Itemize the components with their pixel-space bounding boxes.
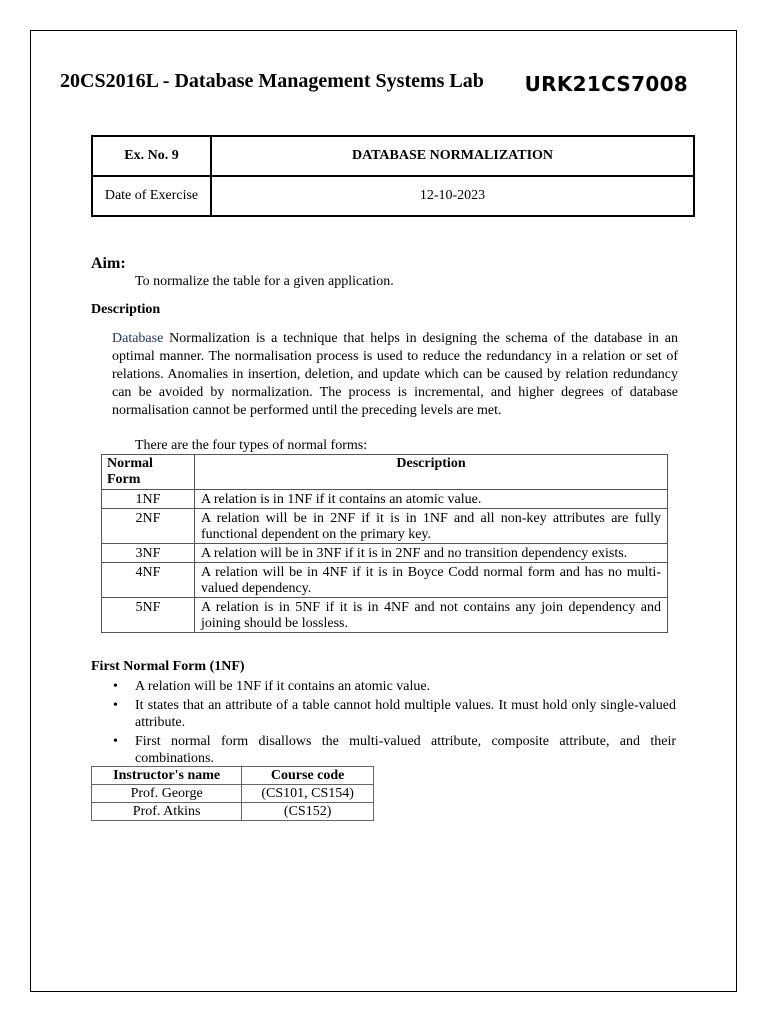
first-normal-form-heading: First Normal Form (1NF) — [91, 659, 245, 674]
list-item — [91, 678, 676, 695]
table-row — [102, 490, 668, 509]
normal-forms-intro: There are the four types of normal forms: — [135, 438, 368, 453]
exercise-number: Ex. No. 9 — [92, 136, 211, 176]
table-header-row — [92, 767, 374, 785]
aim-heading: Aim: — [91, 255, 126, 272]
description-cell: A relation will be in 2NF if it is in 1NF and all non-key attributes are fully functional dependent on the primary key. — [195, 509, 668, 544]
table-row — [92, 176, 694, 216]
exercise-info-table — [91, 135, 695, 217]
database-link[interactable]: Database — [112, 331, 164, 346]
bullet-icon: • — [113, 698, 118, 713]
normal-form-cell: 4NF — [102, 563, 195, 598]
aim-text: To normalize the table for a given application. — [135, 274, 394, 289]
instructor-cell: Prof. George — [92, 785, 242, 803]
table-row — [102, 563, 668, 598]
normal-forms-table — [101, 454, 668, 633]
description-paragraph — [112, 330, 678, 420]
bullet-icon: • — [113, 734, 118, 749]
table-row — [92, 136, 694, 176]
course-code-cell: (CS101, CS154) — [242, 785, 374, 803]
exercise-title: DATABASE NORMALIZATION — [211, 136, 694, 176]
register-number: URK21CS7008 — [524, 72, 688, 96]
bullet-text: A relation will be 1NF if it contains an atomic value. — [135, 679, 431, 694]
list-item — [91, 733, 676, 767]
description-cell: A relation is in 1NF if it contains an atomic value. — [195, 490, 668, 509]
course-title: 20CS2016L - Database Management Systems Lab — [60, 70, 484, 92]
list-item — [91, 697, 676, 731]
description-text: Normalization is a technique that helps in designing the schema of the database in an optimal manner. The normalisation process is used to reduce the redundancy in a relation or set of relations. Anomalies in insertion, deletion, and update which can be caused by relation redundancy can be avoided by normalization. The process is incremental, and higher degrees of database normalisation cannot be performed until the preceding levels are met. — [112, 331, 678, 418]
first-normal-form-bullets — [91, 678, 676, 769]
column-header-description: Description — [195, 455, 668, 490]
normal-form-cell: 1NF — [102, 490, 195, 509]
table-row — [102, 598, 668, 633]
table-row — [102, 544, 668, 563]
table-row — [102, 509, 668, 544]
page-header — [60, 70, 700, 100]
normal-form-cell: 2NF — [102, 509, 195, 544]
column-header-instructor: Instructor's name — [92, 767, 242, 785]
description-cell: A relation will be in 3NF if it is in 2NF and no transition dependency exists. — [195, 544, 668, 563]
date-label: Date of Exercise — [92, 176, 211, 216]
table-row — [92, 785, 374, 803]
bullet-icon: • — [113, 679, 118, 694]
bullet-text: First normal form disallows the multi-valued attribute, composite attribute, and their combinations. — [135, 734, 676, 766]
normal-form-cell: 5NF — [102, 598, 195, 633]
description-heading: Description — [91, 302, 161, 317]
instructor-cell: Prof. Atkins — [92, 803, 242, 821]
instructor-course-table — [91, 766, 374, 821]
description-cell: A relation will be in 4NF if it is in Boyce Codd normal form and has no multi-valued dependency. — [195, 563, 668, 598]
normal-form-cell: 3NF — [102, 544, 195, 563]
table-header-row — [102, 455, 668, 490]
course-code-cell: (CS152) — [242, 803, 374, 821]
column-header-course-code: Course code — [242, 767, 374, 785]
description-cell: A relation is in 5NF if it is in 4NF and not contains any join dependency and joining should be lossless. — [195, 598, 668, 633]
exercise-date: 12-10-2023 — [211, 176, 694, 216]
table-row — [92, 803, 374, 821]
column-header-normal-form: Normal Form — [102, 455, 195, 490]
bullet-text: It states that an attribute of a table cannot hold multiple values. It must hold only single-valued attribute. — [135, 698, 676, 730]
